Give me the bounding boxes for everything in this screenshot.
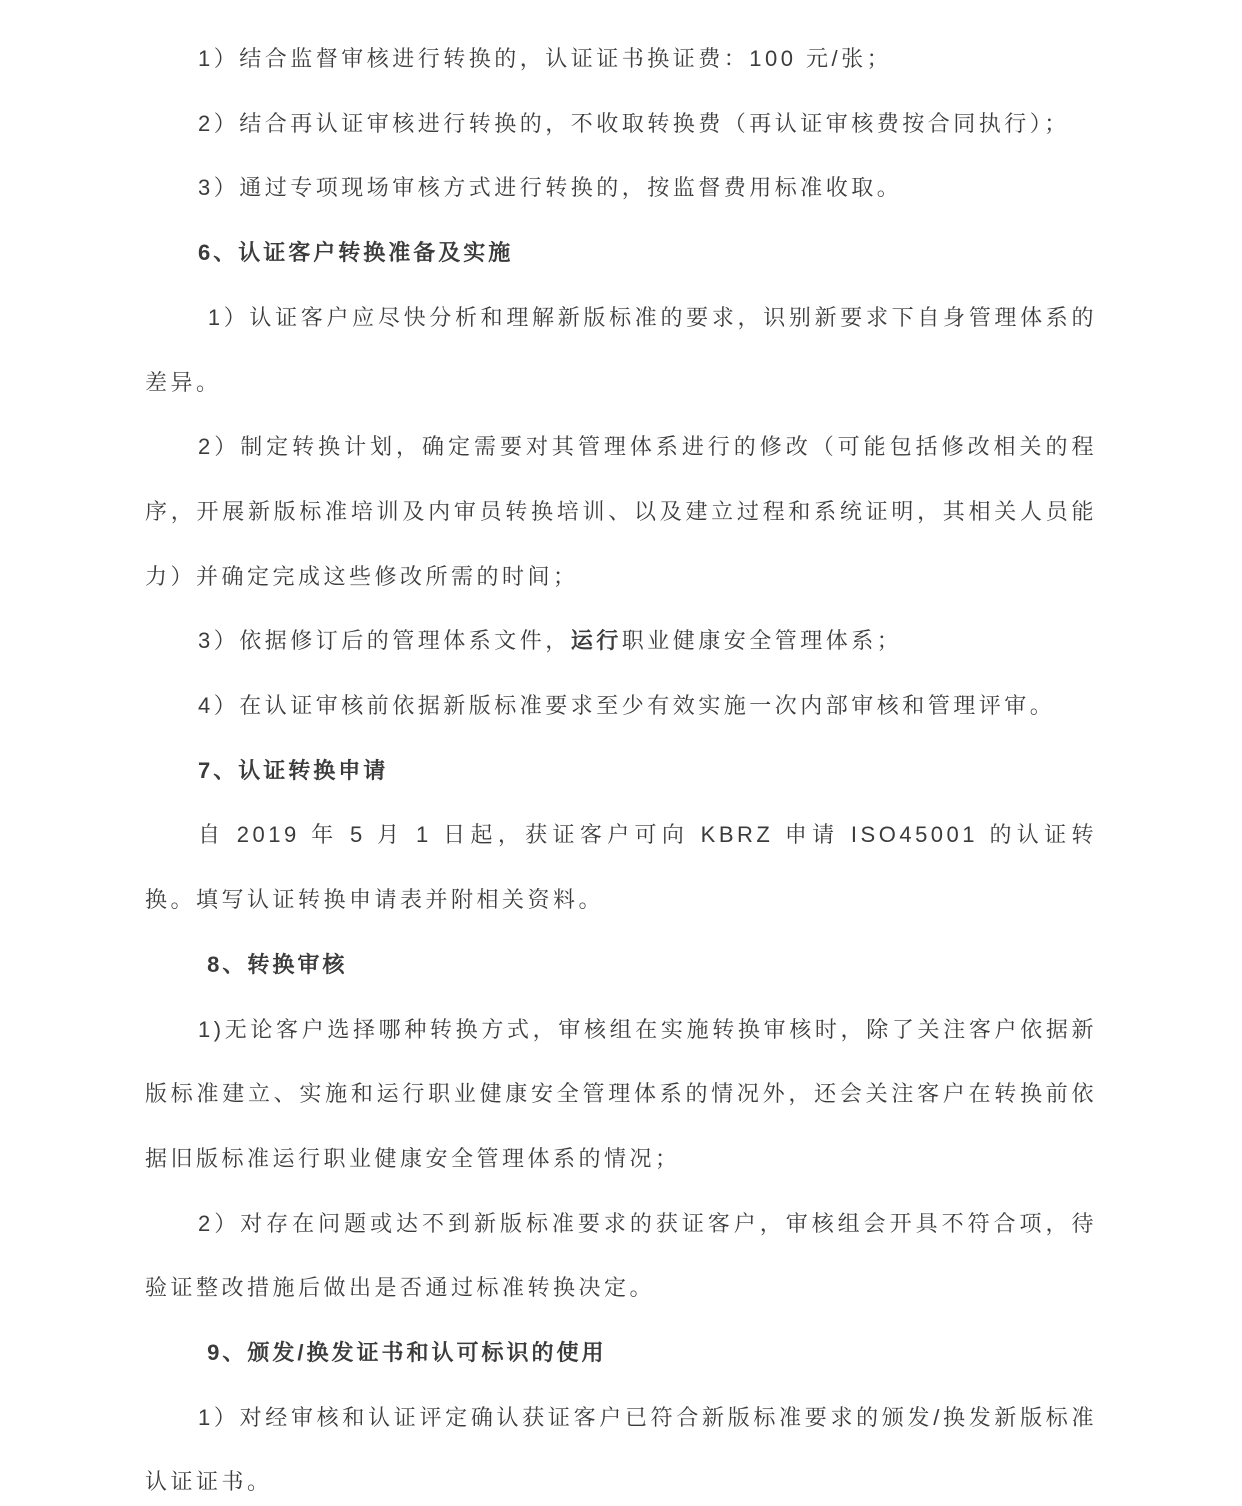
text-run: 7、认证转换申请 [198, 757, 389, 783]
paragraph [145, 286, 1097, 415]
paragraph [145, 1386, 1097, 1506]
text-run: 4）在认证审核前依据新版标准要求至少有效实施一次内部审核和管理评审。 [198, 693, 1056, 719]
text-run: 9、颁发/换发证书和认可标识的使用 [198, 1340, 607, 1366]
bold-text-run: 运行 [570, 628, 622, 654]
paragraph [145, 1192, 1097, 1321]
text-run: 6、认证客户转换准备及实施 [198, 240, 514, 266]
text-run: 2）对存在问题或达不到新版标准要求的获证客户，审核组会开具不符合项，待验证整改措施后做出是否通过标准转换决定。 [145, 1210, 1097, 1301]
text-run: 2）结合再认证审核进行转换的，不收取转换费（再认证审核费按合同执行）； [198, 110, 1070, 136]
paragraph [145, 609, 1097, 674]
paragraph [145, 92, 1097, 157]
document-body [145, 0, 1097, 1506]
section-heading [145, 1321, 1097, 1386]
paragraph [145, 998, 1097, 1192]
paragraph [145, 27, 1097, 92]
text-run: 3）通过专项现场审核方式进行转换的，按监督费用标准收取。 [198, 175, 903, 201]
text-run: 1)无论客户选择哪种转换方式，审核组在实施转换审核时，除了关注客户依据新版标准建立、实施和运行职业健康安全管理体系的情况外，还会关注客户在转换前依据旧版标准运行职业健康安全管理体系的情况； [145, 1016, 1097, 1171]
section-heading [145, 739, 1097, 804]
paragraph [145, 803, 1097, 932]
text-run: 2）制定转换计划，确定需要对其管理体系进行的修改（可能包括修改相关的程序，开展新版标准培训及内审员转换培训、以及建立过程和系统证明，其相关人员能力）并确定完成这些修改所需的时间； [145, 434, 1097, 589]
paragraph [145, 415, 1097, 609]
section-heading [145, 933, 1097, 998]
paragraph [145, 156, 1097, 221]
text-run: 1）结合监督审核进行转换的，认证证书换证费：100 元/张； [198, 46, 893, 71]
text-run: 3）依据修订后的管理体系文件， [198, 628, 571, 654]
text-run: 自 2019 年 5 月 1 日起，获证客户可向 KBRZ 申请 ISO45001 的认证转换。填写认证转换申请表并附相关资料。 [145, 822, 1097, 913]
text-run: 1）认证客户应尽快分析和理解新版标准的要求，识别新要求下自身管理体系的差异。 [145, 304, 1097, 395]
text-run: 职业健康安全管理体系； [621, 628, 903, 654]
text-run: 8、转换审核 [198, 951, 348, 977]
paragraph [145, 674, 1097, 739]
section-heading [145, 221, 1097, 286]
text-run: 1）对经审核和认证评定确认获证客户已符合新版标准要求的颁发/换发新版标准认证证书。 [145, 1404, 1097, 1495]
